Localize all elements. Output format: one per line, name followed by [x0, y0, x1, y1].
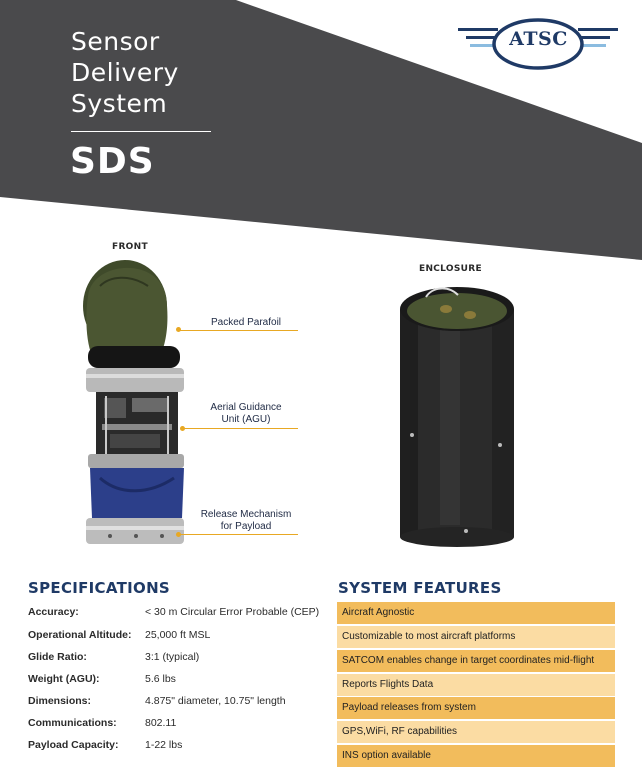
spec-row — [28, 739, 328, 759]
spec-row — [28, 651, 328, 671]
spec-row — [28, 673, 328, 693]
feature-item: Aircraft Agnostic — [337, 602, 615, 624]
title-line-1: Sensor — [71, 27, 160, 56]
sds-enclosure-photo — [396, 285, 518, 550]
callout-packed-parafoil: Packed Parafoil — [210, 317, 282, 328]
callout-line-parafoil — [180, 330, 298, 331]
feature-item: Reports Flights Data — [337, 674, 615, 696]
spec-label: Operational Altitude: — [28, 629, 132, 641]
spec-label: Dimensions: — [28, 695, 92, 707]
system-features-heading: SYSTEM FEATURES — [338, 579, 502, 597]
feature-item: GPS,WiFi, RF capabilities — [337, 721, 615, 743]
spec-row — [28, 695, 328, 715]
title-divider — [71, 131, 211, 132]
spec-value: 1-22 lbs — [145, 739, 183, 751]
callout-agu-line2: Unit (AGU) — [221, 414, 271, 425]
spec-value: < 30 m Circular Error Probable (CEP) — [145, 606, 320, 618]
feature-item: INS option available — [337, 745, 615, 767]
logo-text: ATSC — [509, 28, 568, 50]
enclosure-view-label: ENCLOSURE — [419, 264, 482, 274]
feature-item: Payload releases from system — [337, 697, 615, 719]
spec-value: 802.11 — [145, 717, 177, 729]
callout-agu-line1: Aerial Guidance — [210, 402, 282, 413]
callout-release-line2: for Payload — [220, 521, 272, 532]
document-title — [71, 26, 179, 119]
callout-agu — [196, 402, 296, 426]
callout-release-mechanism — [196, 509, 296, 533]
spec-label: Accuracy: — [28, 606, 79, 618]
callout-line-release — [180, 534, 298, 535]
front-view-label: FRONT — [112, 242, 148, 252]
spec-value: 25,000 ft MSL — [145, 629, 211, 641]
callout-release-line1: Release Mechanism — [200, 509, 292, 520]
spec-label: Communications: — [28, 717, 117, 729]
spec-value: 4.875" diameter, 10.75" length — [145, 695, 286, 707]
spec-label: Weight (AGU): — [28, 673, 100, 685]
atsc-logo — [456, 12, 621, 76]
specifications-heading: SPECIFICATIONS — [28, 579, 171, 597]
spec-row — [28, 629, 328, 649]
feature-item: SATCOM enables change in target coordinates mid-flight — [337, 650, 615, 672]
spec-row — [28, 606, 328, 626]
sds-front-photo — [70, 256, 200, 556]
spec-label: Payload Capacity: — [28, 739, 119, 751]
spec-value: 3:1 (typical) — [145, 651, 200, 663]
title-line-3: System — [71, 89, 168, 118]
spec-value: 5.6 lbs — [145, 673, 176, 685]
callout-line-agu — [184, 428, 298, 429]
title-abbreviation: SDS — [70, 141, 155, 182]
spec-row — [28, 717, 328, 737]
spec-label: Glide Ratio: — [28, 651, 87, 663]
feature-item: Customizable to most aircraft platforms — [337, 626, 615, 648]
title-line-2: Delivery — [71, 58, 179, 87]
